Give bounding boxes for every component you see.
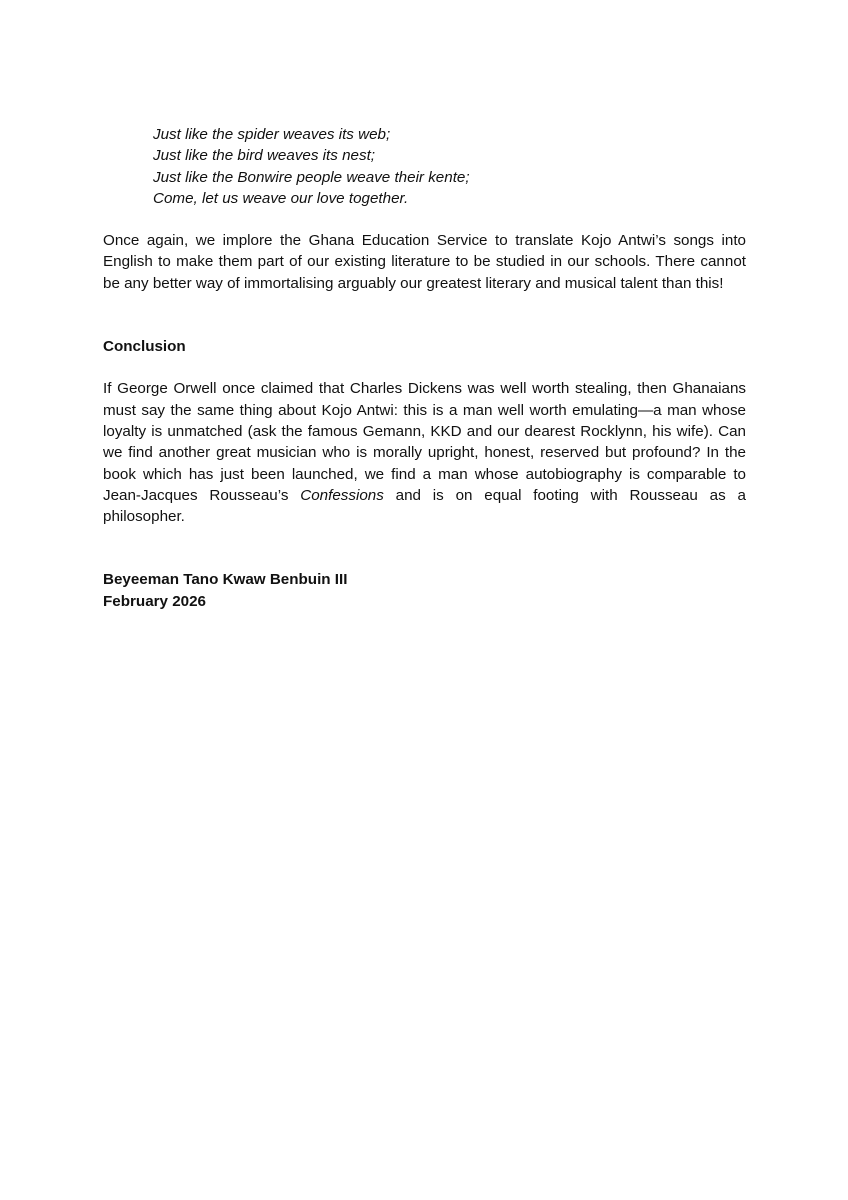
poem-line: Just like the spider weaves its web; (153, 126, 391, 143)
conclusion-text-end: and is on equal footing with Rousseau as a philosopher. (103, 486, 746, 526)
conclusion-paragraph (103, 378, 746, 527)
author-name: Beyeeman Tano Kwaw Benbuin III (103, 571, 348, 589)
signature-date: February 2026 (103, 592, 206, 610)
poem-line: Just like the bird weaves its nest; (153, 147, 376, 165)
poem-line: Just like the Bonwire people weave their kente; (153, 168, 470, 186)
body-paragraph: Once again, we implore the Ghana Education Service to translate Kojo Antwi’s songs into English to make them part of our existing literature to be studied in our schools. There cannot be any better way of immortalising arguably our greatest literary and musical talent than this! (103, 232, 746, 292)
poem-line: Come, let us weave our love together. (153, 189, 409, 207)
section-heading: Conclusion (103, 338, 186, 356)
signature-block (103, 569, 746, 612)
document-body (103, 124, 746, 612)
poem-stanza (153, 124, 746, 209)
book-title: Confessions (300, 486, 384, 504)
conclusion-text: If George Orwell once claimed that Charles Dickens was well worth stealing, then Ghanaians must say the same thing about Kojo Antwi: this is a man well worth emulating—a man whose loyalty is unmatched (ask the famous Gemann, KKD and our dearest Rocklynn, his wife). Can we find another great musician who is morally upright, honest, reserved but profound? In the book which has just been launched, we find a man whose autobiography is comparable to Jean-Jacques Rousseau’s (103, 380, 746, 504)
